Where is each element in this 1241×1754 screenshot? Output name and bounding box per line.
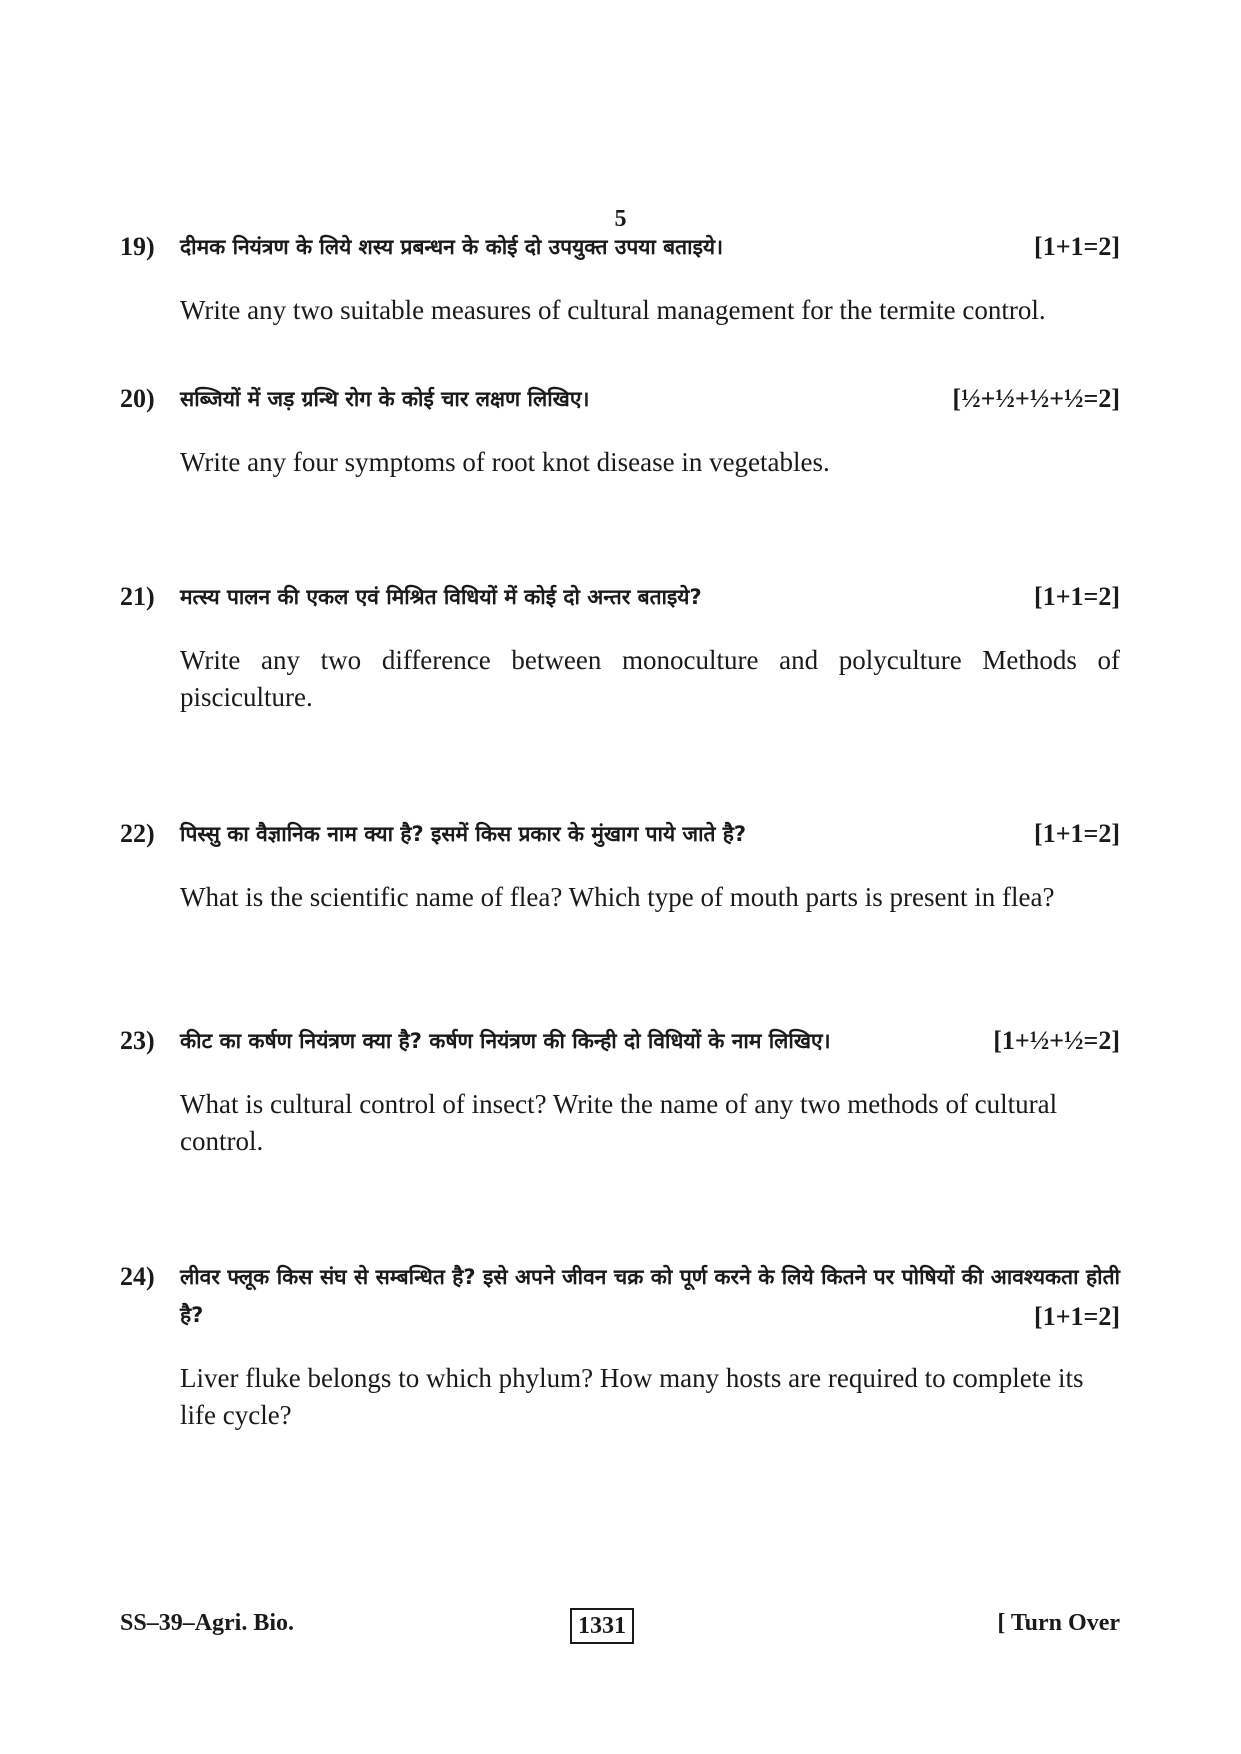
question-hindi-line — [120, 578, 1120, 616]
turn-over-label: [ Turn Over — [997, 1610, 1120, 1636]
question-marks: [1+1=2] — [1034, 819, 1120, 848]
question-marks: [½+½+½+½=2] — [952, 384, 1120, 413]
question-hindi-line — [120, 815, 1120, 853]
question-hindi-text: लीवर फ्लूक किस संघ से सम्बन्धित है? इसे अपने जीवन चक्र को पूर्ण करने के लिये कितने पर पोषियों की आवश्यकता होती है? — [180, 1265, 1120, 1327]
paper-code: SS–39–Agri. Bio. — [120, 1610, 295, 1636]
question-marks: [1+1=2] — [1034, 582, 1120, 611]
question-hindi-text: मत्स्य पालन की एकल एवं मिश्रित विधियों में कोई दो अन्तर बताइये? — [180, 585, 702, 609]
paper-number-box: 1331 — [570, 1608, 634, 1644]
question-number: 21) — [120, 582, 155, 611]
question-hindi-text: दीमक नियंत्रण के लिये शस्य प्रबन्धन के कोई दो उपयुक्त उपया बताइये। — [180, 235, 724, 259]
question-20 — [120, 380, 1120, 481]
question-hindi-line — [120, 228, 1120, 266]
question-23 — [120, 1022, 1120, 1160]
question-english-text: Liver fluke belongs to which phylum? How many hosts are required to complete its life cycle? — [180, 1363, 1084, 1430]
question-english-text: What is the scientific name of flea? Which type of mouth parts is present in flea? — [180, 882, 1055, 912]
question-19 — [120, 228, 1120, 329]
question-22 — [120, 815, 1120, 916]
question-hindi-text: सब्जियों में जड़ ग्रन्थि रोग के कोई चार लक्षण लिखिए। — [180, 387, 590, 411]
question-number: 19) — [120, 232, 155, 261]
question-english-text: Write any two suitable measures of cultural management for the termite control. — [180, 295, 1046, 325]
question-hindi-line — [120, 1022, 1120, 1060]
question-hindi-line — [120, 1258, 1120, 1334]
question-number: 23) — [120, 1026, 155, 1055]
question-english-text: Write any four symptoms of root knot disease in vegetables. — [180, 447, 830, 477]
question-english-text: What is cultural control of insect? Write the name of any two methods of cultural control. — [180, 1089, 1058, 1156]
question-24 — [120, 1258, 1120, 1434]
page-footer — [120, 1608, 1120, 1644]
question-hindi-text: कीट का कर्षण नियंत्रण क्या है? कर्षण नियंत्रण की किन्ही दो विधियों के नाम लिखिए। — [180, 1029, 831, 1053]
question-hindi-line — [120, 380, 1120, 418]
question-number: 20) — [120, 384, 155, 413]
question-marks: [1+1=2] — [1034, 232, 1120, 261]
question-hindi-text: पिस्सु का वैज्ञानिक नाम क्या है? इसमें किस प्रकार के मुंखाग पाये जाते है? — [180, 822, 747, 846]
question-marks: [1+1=2] — [1034, 1302, 1120, 1331]
page-number: 5 — [614, 206, 627, 232]
question-marks: [1+½+½=2] — [993, 1026, 1120, 1055]
question-english-text: Write any two difference between monoculture and polyculture Methods of pisciculture. — [180, 645, 1120, 712]
question-number: 24) — [120, 1262, 155, 1291]
question-21 — [120, 578, 1120, 716]
question-number: 22) — [120, 819, 155, 848]
